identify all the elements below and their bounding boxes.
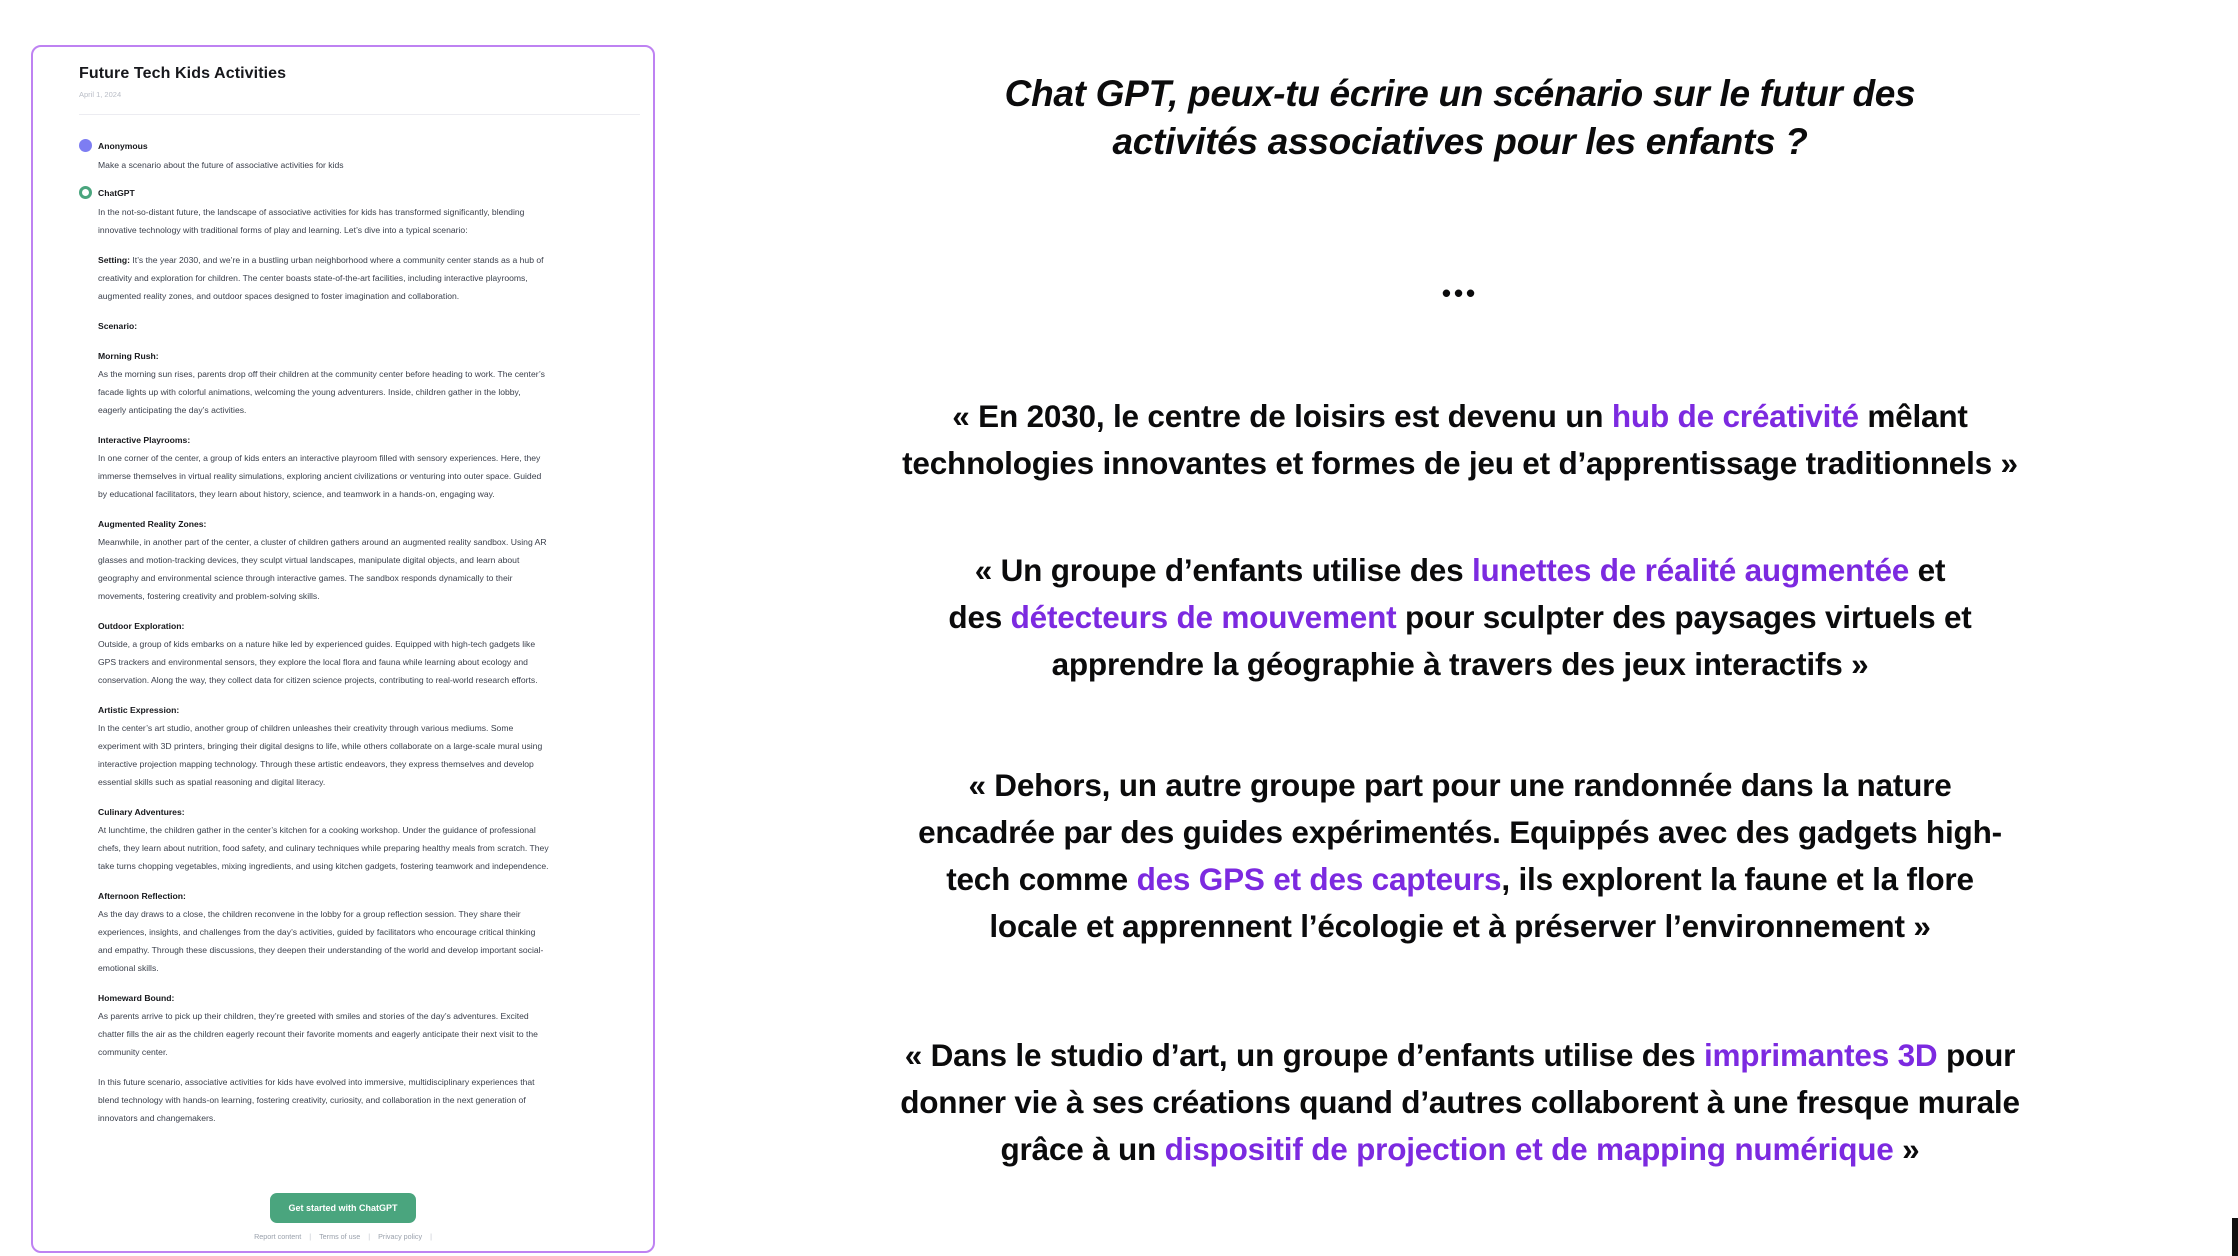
section-heading: Homeward Bound: [98,993,175,1003]
footer-separator: | [368,1232,371,1241]
section-heading: Culinary Adventures: [98,807,185,817]
assistant-message [79,186,549,1127]
chat-section [98,317,549,335]
text-segment: mêlant [1858,398,1968,434]
text-segment: donner vie à ses créations quand d’autres collaborent à une fresque murale [900,1084,2020,1120]
text-segment: et [1909,552,1946,588]
text-segment: encadrée par des guides expérimentés. Equippés avec des gadgets high- [918,814,2002,850]
text-segment: activités associatives pour les enfants ? [1112,121,1808,162]
conversation-date: April 1, 2024 [79,90,122,99]
highlighted-phrase: lunettes de réalité augmentée [1472,552,1910,588]
section-heading: Outdoor Exploration: [98,621,185,631]
conversation-title: Future Tech Kids Activities [79,65,287,82]
user-prompt: Make a scenario about the future of associative activities for kids [98,160,344,170]
quote-4 [680,1032,2238,1173]
text-segment: des [948,599,1011,635]
ellipsis-separator: ••• [1441,278,1479,308]
conversation-messages [33,115,653,1187]
user-name: Anonymous [98,140,148,151]
assistant-message-text [98,203,549,1127]
text-cursor [2232,1218,2238,1256]
user-message-header [79,139,549,152]
chatgpt-share-panel [31,45,655,1253]
chat-section: Morning Rush: As the morning sun rises, parents drop off their children at the community center before heading to work. The center’s facade lights up with colorful animations, welcoming the young adventurers. Inside, children gather in the lobby, eagerly anticipating the day’s activities. [98,351,545,415]
footer-link[interactable]: Report content [254,1232,302,1241]
chat-section: Homeward Bound: As parents arrive to pick up their children, they’re greeted with smiles and stories of the day’s adventures. Excited chatter fills the air as the children eagerly recount their favorite moments and eagerly anticipate their next visit to the community center. [98,993,538,1057]
text-segment: Chat GPT, peux-tu écrire un scénario sur le futur des [1004,73,1916,114]
text-segment: « Dehors, un autre groupe part pour une randonnée dans la nature [968,767,1952,803]
assistant-message-header [79,186,549,199]
text-segment: « Un groupe d’enfants utilise des [974,552,1472,588]
assistant-name: ChatGPT [98,187,135,198]
chat-section: In this future scenario, associative activities for kids have evolved into immersive, multidisciplinary experiences that blend technology with hands-on learning, fostering creativity, curiosity, and collaboration in the next generation of innovators and changemakers. [98,1077,535,1123]
text-segment: , ils explorent la faune et la flore [1501,861,1974,897]
text-segment: « En 2030, le centre de loisirs est devenu un [952,398,1612,434]
chat-section: Outdoor Exploration: Outside, a group of kids embarks on a nature hike led by experienced guides. Equipped with high-tech gadgets like GPS trackers and environmental sensors, they explore the local flora and fauna while learning about ecology and conservation. Along the way, they collect data for citizen science projects, contributing to real-world research efforts. [98,621,538,685]
footer-separator: | [309,1232,312,1241]
quote-3 [680,762,2238,950]
section-heading: Interactive Playrooms: [98,435,191,445]
chat-section: In the not-so-distant future, the landscape of associative activities for kids has transformed significantly, blending innovative technology with traditional forms of play and learning. Let’s dive into a typical scenario: [98,207,525,235]
text-segment: apprendre la géographie à travers des jeux interactifs » [1051,646,1869,682]
slide-text-block [680,70,2238,1173]
quote-1 [680,393,2238,487]
text-segment: « Dans le studio d’art, un groupe d’enfants utilise des [904,1037,1704,1073]
chat-section: Afternoon Reflection: As the day draws to a close, the children reconvene in the lobby for a group reflection session. They share their experiences, insights, and challenges from the day’s activities, guided by facilitators who encourage critical thinking and empathy. Through these discussions, they deepen their understanding of the world and develop important social-emotional skills. [98,891,544,973]
highlighted-phrase: hub de créativité [1611,398,1859,434]
section-heading: Artistic Expression: [98,705,180,715]
section-heading: Afternoon Reflection: [98,891,186,901]
footer-link[interactable]: Terms of use [319,1232,361,1241]
question-heading [680,70,2238,166]
highlighted-phrase: dispositif de projection et de mapping numérique [1164,1131,1894,1167]
chat-section: Culinary Adventures: At lunchtime, the children gather in the center’s kitchen for a cooking workshop. Under the guidance of professional chefs, they learn about nutrition, food safety, and culinary techniques while preparing healthy meals from scratch. They take turns chopping vegetables, mixing ingredients, and using kitchen gadgets, fostering teamwork and independence. [98,807,549,871]
text-segment: grâce à un [1000,1131,1165,1167]
get-started-button[interactable]: Get started with ChatGPT [270,1193,415,1223]
quote-2 [680,547,2238,688]
section-heading: Augmented Reality Zones: [98,519,207,529]
text-segment: technologies innovantes et formes de jeu et d’apprentissage traditionnels » [902,445,2018,481]
panel-footer [33,1232,653,1241]
cta-area [33,1187,653,1251]
highlighted-phrase: détecteurs de mouvement [1010,599,1397,635]
text-segment: » [1893,1131,1920,1167]
chat-section: Artistic Expression: In the center’s art studio, another group of children unleashes their creativity through various mediums. Some experiment with 3D printers, bringing their digital designs to life, while others collaborate on a large-scale mural using interactive projection mapping technology. Through these artistic endeavors, they express themselves and develop essential skills such as spatial reasoning and digital literacy. [98,705,543,787]
text-segment: pour [1937,1037,2016,1073]
footer-separator: | [430,1232,432,1241]
highlighted-phrase: imprimantes 3D [1703,1037,1938,1073]
footer-link[interactable]: Privacy policy [378,1232,423,1241]
user-message [79,139,549,174]
text-segment: tech comme [946,861,1137,897]
section-heading: Morning Rush: [98,351,159,361]
section-heading: Scenario: [98,321,138,331]
chat-section: Interactive Playrooms: In one corner of the center, a group of kids enters an interactive playroom filled with sensory experiences. Here, they immerse themselves in virtual reality simulations, exploring ancient civilizations or venturing into outer space. Guided by educational facilitators, they learn about history, science, and teamwork in a hands-on, engaging way. [98,435,542,499]
section-heading: Setting: [98,255,130,265]
chatgpt-avatar [79,186,92,199]
panel-header [33,47,653,99]
highlighted-phrase: des GPS et des capteurs [1136,861,1502,897]
user-message-text [98,156,549,174]
chat-section: Augmented Reality Zones: Meanwhile, in another part of the center, a cluster of children gathers around an augmented reality sandbox. Using AR glasses and motion-tracking devices, they sculpt virtual landscapes, manipulate digital objects, and learn about geography and environmental science through interactive games. The sandbox responds dynamically to their movements, fostering creativity and problem-solving skills. [98,519,547,601]
chat-section: Setting: It’s the year 2030, and we’re in a bustling urban neighborhood where a community center stands as a hub of creativity and exploration for children. The center boasts state-of-the-art facilities, including interactive playrooms, augmented reality zones, and outdoor spaces designed to foster imagination and collaboration. [98,255,544,301]
anonymous-avatar [79,139,92,152]
text-segment: locale et apprennent l’écologie et à préserver l’environnement » [989,908,1931,944]
text-segment: pour sculpter des paysages virtuels et [1396,599,1972,635]
